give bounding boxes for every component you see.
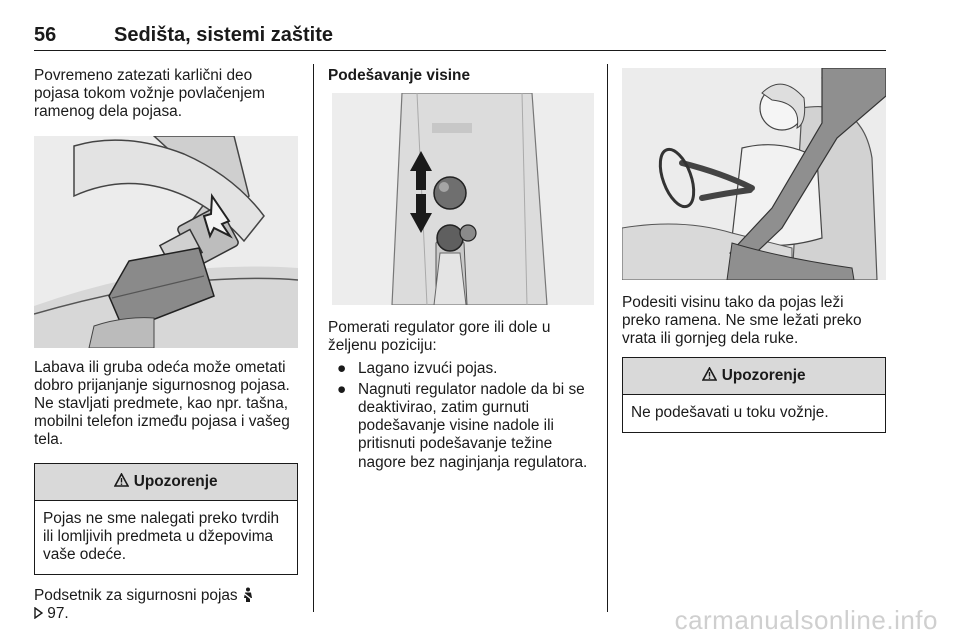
column-1 xyxy=(34,64,298,624)
column-2 xyxy=(328,64,596,475)
belt-buckle-illustration xyxy=(34,136,298,348)
warning-title: Upozorenje xyxy=(721,366,806,384)
intro-paragraph: Povremeno zatezati karlični deo pojasa tokom vožnje povlačenjem ramenog dela pojasa. xyxy=(34,67,265,121)
column-divider-2 xyxy=(607,64,608,612)
warning-triangle-icon xyxy=(114,473,133,490)
column-3 xyxy=(622,64,886,433)
warning-text: Ne podešavati u toku vožnje. xyxy=(631,403,829,421)
height-adjust-heading: Podešavanje visine xyxy=(328,67,471,84)
header-rule xyxy=(34,50,886,51)
page-header xyxy=(34,24,884,50)
warning-box-1 xyxy=(34,463,298,576)
reminder-text: Podsetnik za sigurnosni pojas xyxy=(34,587,238,605)
page-reference-icon xyxy=(34,605,47,622)
height-adjuster-illustration xyxy=(332,93,594,305)
page-title: Sedišta, sistemi zaštite xyxy=(114,24,333,46)
column-divider-1 xyxy=(313,64,314,612)
adjust-paragraph: Pomerati regulator gore ili dole u željenu poziciju: xyxy=(328,319,551,355)
page-number: 56 xyxy=(34,24,57,46)
adjust-steps-list xyxy=(328,360,596,472)
warning-triangle-icon xyxy=(702,367,721,384)
warning-text: Pojas ne sme nalegati preko tvrdih ili lomljivih predmeta u džepovima vaše odeće. xyxy=(43,509,280,564)
list-item: ● Nagnuti regulator nadole da bi se deaktivirao, zatim gurnuti podešavanje visine nadole ili pritisnuti podešavanje težine nagore bez naginjanja regulatora. xyxy=(337,380,588,471)
warning-box-2 xyxy=(622,357,886,433)
warning-header xyxy=(35,464,297,501)
warning-title: Upozorenje xyxy=(133,472,218,490)
driver-seatbelt-illustration xyxy=(622,68,886,280)
position-paragraph: Podesiti visinu tako da pojas leži preko ramena. Ne sme ležati preko vrata ili gornjeg dela ruke. xyxy=(622,294,862,348)
reminder-paragraph xyxy=(34,587,298,623)
clothing-paragraph: Labava ili gruba odeća može ometati dobro prijanjanje sigurnosnog pojasa. Ne stavljati predmete, kao npr. tašna, mobilni telefon između pojasa i vašeg tela. xyxy=(34,358,290,449)
list-item: ● Lagano izvući pojas. xyxy=(337,359,498,377)
watermark: carmanualsonline.info xyxy=(674,605,938,635)
reminder-page-ref: 97. xyxy=(47,605,69,623)
warning-header xyxy=(623,358,885,395)
seatbelt-reminder-icon xyxy=(242,587,254,604)
